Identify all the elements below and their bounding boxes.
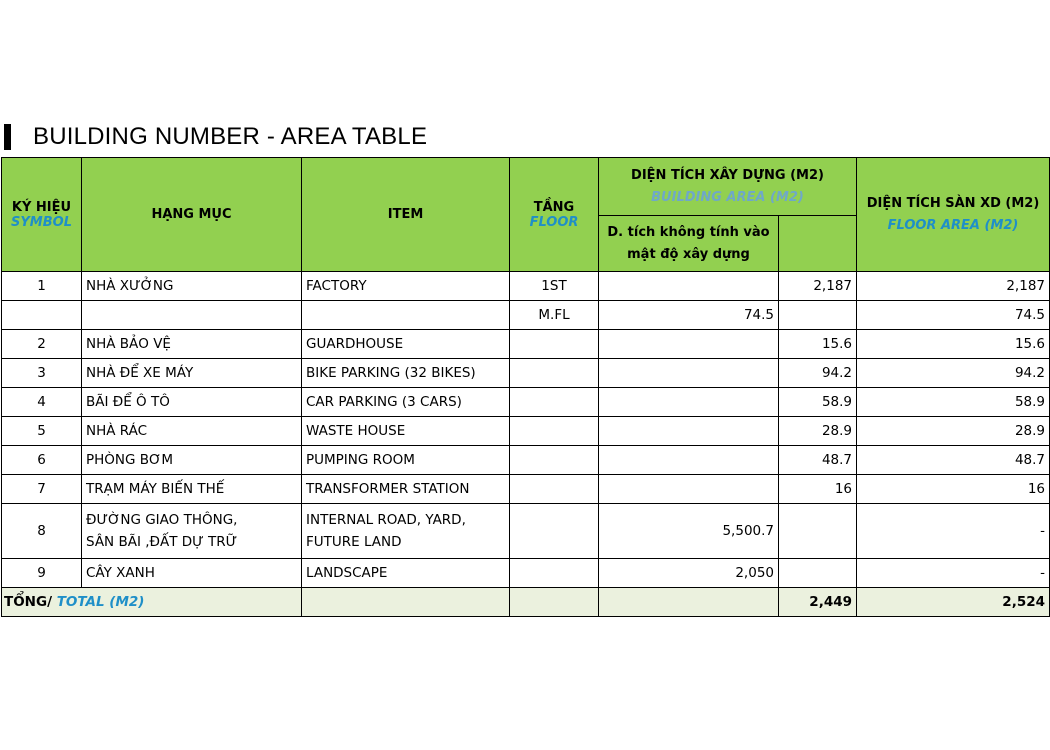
cell-vn: NHÀ ĐỂ XE MÁY <box>82 359 302 388</box>
total-floor <box>510 588 599 617</box>
cell-building: 2,187 <box>779 272 857 301</box>
cell-en: WASTE HOUSE <box>302 417 510 446</box>
table-row <box>2 417 1050 446</box>
cell-floor <box>510 446 599 475</box>
cell-symbol: 6 <box>2 446 82 475</box>
cell-symbol: 7 <box>2 475 82 504</box>
total-building: 2,449 <box>779 588 857 617</box>
cell-symbol: 4 <box>2 388 82 417</box>
table-row <box>2 388 1050 417</box>
cell-symbol: 5 <box>2 417 82 446</box>
cell-en: GUARDHOUSE <box>302 330 510 359</box>
cell-vn-line1: ĐƯỜNG GIAO THÔNG, <box>86 512 238 528</box>
header-symbol-en: SYMBOL <box>11 214 72 230</box>
cell-building <box>779 504 857 559</box>
cell-floor-area: 74.5 <box>857 301 1050 330</box>
header-item: ITEM <box>302 158 510 272</box>
cell-vn: NHÀ BẢO VỆ <box>82 330 302 359</box>
table-row <box>2 330 1050 359</box>
cell-symbol: 8 <box>2 504 82 559</box>
cell-building: 28.9 <box>779 417 857 446</box>
cell-floor: 1ST <box>510 272 599 301</box>
title-block <box>4 122 427 152</box>
cell-floor-area: 94.2 <box>857 359 1050 388</box>
cell-en: TRANSFORMER STATION <box>302 475 510 504</box>
cell-excluded <box>599 359 779 388</box>
total-label-vn: TỔNG/ <box>4 594 52 610</box>
cell-symbol: 1 <box>2 272 82 301</box>
cell-excluded <box>599 417 779 446</box>
cell-excluded <box>599 330 779 359</box>
cell-vn: NHÀ XƯỞNG <box>82 272 302 301</box>
cell-en-line1: INTERNAL ROAD, YARD, <box>306 512 466 528</box>
total-row <box>2 588 1050 617</box>
table-row <box>2 475 1050 504</box>
header-excluded-area: D. tích không tính vào mật độ xây dựng <box>599 216 779 272</box>
table-row <box>2 301 1050 330</box>
cell-floor-area: - <box>857 559 1050 588</box>
title-marker <box>4 124 11 150</box>
cell-en: BIKE PARKING (32 BIKES) <box>302 359 510 388</box>
cell-vn <box>82 301 302 330</box>
cell-floor-area: 28.9 <box>857 417 1050 446</box>
cell-excluded <box>599 446 779 475</box>
header-building-area-value <box>779 216 857 272</box>
cell-floor-area: 2,187 <box>857 272 1050 301</box>
cell-floor-area: 16 <box>857 475 1050 504</box>
cell-building <box>779 301 857 330</box>
cell-floor <box>510 330 599 359</box>
cell-vn: NHÀ RÁC <box>82 417 302 446</box>
header-hang-muc: HẠNG MỤC <box>82 158 302 272</box>
cell-building: 15.6 <box>779 330 857 359</box>
cell-excluded <box>599 272 779 301</box>
cell-floor-area: 48.7 <box>857 446 1050 475</box>
header-floor-area-vn: DIỆN TÍCH SÀN XD (M2) <box>866 195 1040 211</box>
cell-en: CAR PARKING (3 CARS) <box>302 388 510 417</box>
cell-floor <box>510 417 599 446</box>
cell-en: LANDSCAPE <box>302 559 510 588</box>
header-floor-area <box>857 158 1050 272</box>
cell-building <box>779 559 857 588</box>
total-excluded <box>599 588 779 617</box>
cell-en: PUMPING ROOM <box>302 446 510 475</box>
header-building-area-en: BUILDING AREA (M2) <box>651 189 804 205</box>
total-floor-area: 2,524 <box>857 588 1050 617</box>
cell-en-line2: FUTURE LAND <box>306 534 402 550</box>
header-building-area-vn: DIỆN TÍCH XÂY DỰNG (M2) <box>631 167 824 183</box>
cell-vn: PHÒNG BƠM <box>82 446 302 475</box>
table-row <box>2 504 1050 559</box>
cell-floor <box>510 359 599 388</box>
cell-vn: TRẠM MÁY BIẾN THẾ <box>82 475 302 504</box>
cell-floor-area: 15.6 <box>857 330 1050 359</box>
header-symbol <box>2 158 82 272</box>
cell-excluded: 2,050 <box>599 559 779 588</box>
table-row <box>2 559 1050 588</box>
header-symbol-vn: KÝ HIỆU <box>11 199 72 215</box>
header-floor-en: FLOOR <box>529 214 579 230</box>
cell-vn-line2: SÂN BÃI ,ĐẤT DỰ TRỮ <box>86 534 238 550</box>
table-row <box>2 272 1050 301</box>
cell-symbol <box>2 301 82 330</box>
header-floor <box>510 158 599 272</box>
cell-building: 16 <box>779 475 857 504</box>
cell-building: 48.7 <box>779 446 857 475</box>
header-floor-vn: TẦNG <box>533 199 575 215</box>
cell-floor <box>510 504 599 559</box>
table-row <box>2 446 1050 475</box>
total-label-en: TOTAL (M2) <box>56 594 145 610</box>
cell-en <box>302 301 510 330</box>
total-item <box>302 588 510 617</box>
area-table <box>1 157 1050 617</box>
total-label <box>2 588 302 617</box>
cell-building: 94.2 <box>779 359 857 388</box>
cell-en <box>302 504 510 559</box>
header-floor-area-en: FLOOR AREA (M2) <box>887 217 1019 233</box>
table-row <box>2 359 1050 388</box>
cell-excluded: 5,500.7 <box>599 504 779 559</box>
cell-excluded <box>599 475 779 504</box>
cell-floor <box>510 388 599 417</box>
cell-excluded <box>599 388 779 417</box>
cell-floor <box>510 475 599 504</box>
cell-floor: M.FL <box>510 301 599 330</box>
cell-floor-area: - <box>857 504 1050 559</box>
cell-building: 58.9 <box>779 388 857 417</box>
cell-symbol: 2 <box>2 330 82 359</box>
cell-vn: CÂY XANH <box>82 559 302 588</box>
cell-vn: BÃI ĐỂ Ô TÔ <box>82 388 302 417</box>
cell-floor-area: 58.9 <box>857 388 1050 417</box>
cell-symbol: 9 <box>2 559 82 588</box>
cell-vn <box>82 504 302 559</box>
cell-symbol: 3 <box>2 359 82 388</box>
page-title: BUILDING NUMBER - AREA TABLE <box>33 123 428 150</box>
cell-en: FACTORY <box>302 272 510 301</box>
cell-floor <box>510 559 599 588</box>
cell-excluded: 74.5 <box>599 301 779 330</box>
header-building-area <box>599 158 857 216</box>
